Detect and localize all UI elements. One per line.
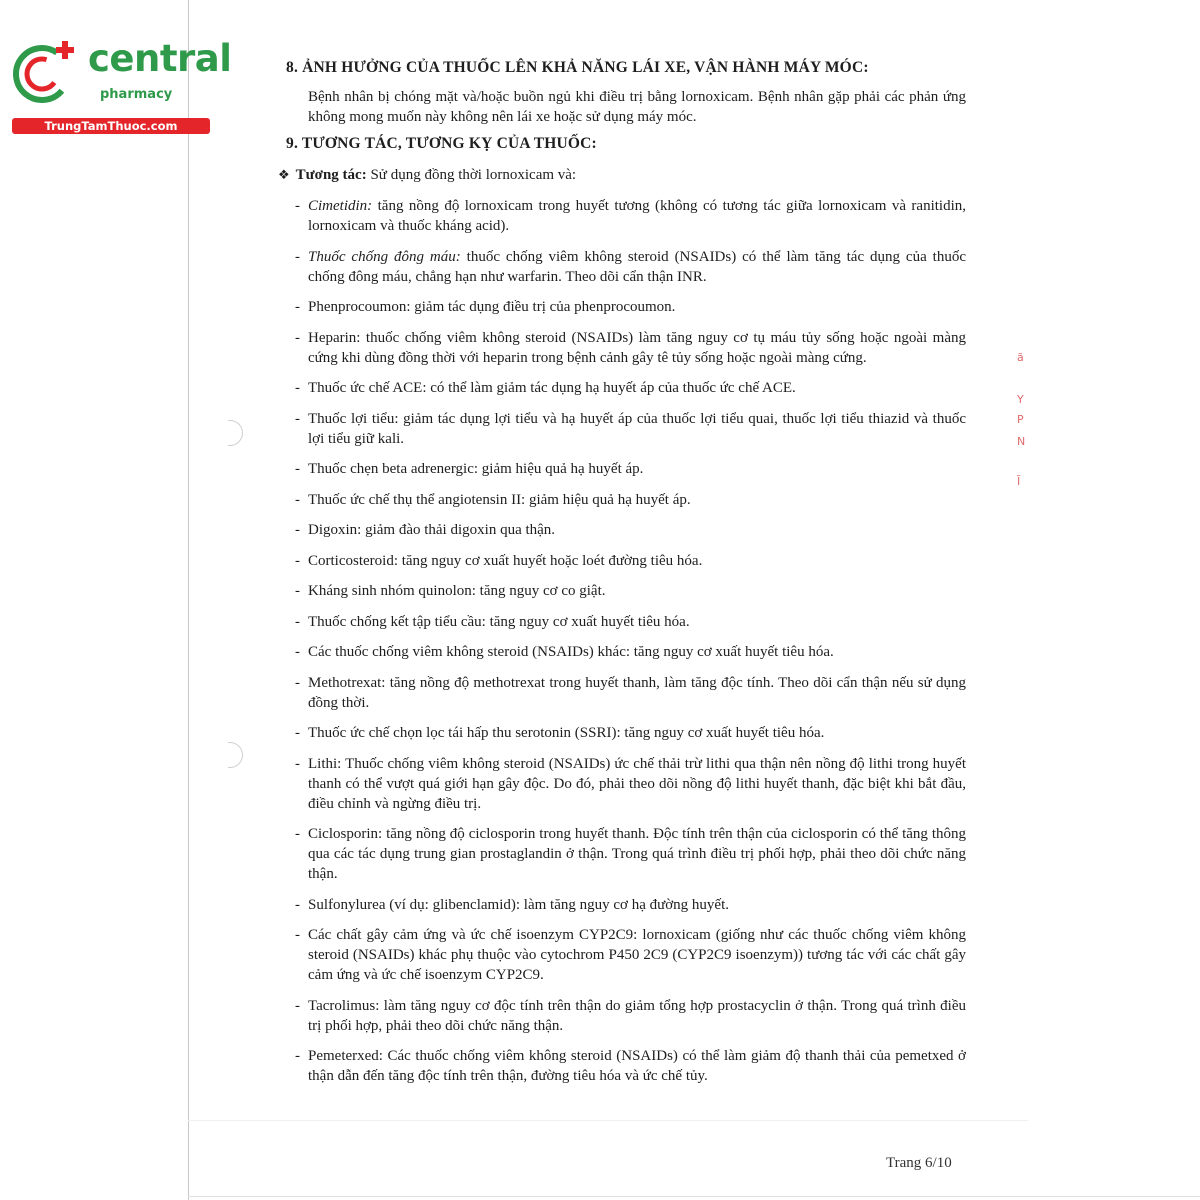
list-item: - Phenprocoumon: giảm tác dụng điều trị của phenprocoumon. (295, 299, 676, 315)
punch-hole-bottom (228, 742, 243, 768)
document-body (278, 58, 966, 1097)
list-item: - Thuốc ức chế ACE: có thể làm giảm tác dụng hạ huyết áp của thuốc ức chế ACE. (295, 380, 796, 396)
list-item: - Pemeterxed: Các thuốc chống viêm không steroid (NSAIDs) có thể làm giảm độ thanh thải của pemetxed ở thận dẫn đến tăng độc tính trên thận, đường tiêu hóa và ức chế tủy. (295, 1048, 966, 1084)
item-text: Kháng sinh nhóm quinolon: tăng nguy cơ co giật. (308, 583, 606, 599)
logo-website[interactable]: TrungTamThuoc.com (12, 118, 210, 134)
list-item: - Thuốc ức chế chọn lọc tái hấp thu serotonin (SSRI): tăng nguy cơ xuất huyết tiêu hóa. (295, 725, 825, 741)
item-text: thuốc chống viêm không steroid (NSAIDs) có thể làm tăng tác dụng của thuốc chống đông máu, chẳng hạn như warfarin. Theo dõi cẩn thận INR. (308, 248, 966, 285)
item-text: Sulfonylurea (ví dụ: glibenclamid): làm tăng nguy cơ hạ đường huyết. (308, 896, 729, 913)
item-text: Tacrolimus: làm tăng nguy cơ độc tính trên thận do giảm tổng hợp prostacyclin ở thận. Trong quá trình điều trị phối hợp, phải theo dõi chức năng thận. (308, 997, 966, 1034)
interactions-label: Tương tác: (295, 167, 367, 183)
list-item: - Cimetidin: tăng nồng độ lornoxicam trong huyết tương (không có tương tác giữa lornoxicam và ranitidin, lornoxicam và thuốc kháng acid). (295, 198, 966, 234)
item-text: Các chất gây cảm ứng và ức chế isoenzym CYP2C9: lornoxicam (giống như các thuốc chống viêm không steroid (NSAIDs) khác phụ thuộc vào cytochrom P450 2C9 (CYP2C9 isoenzym)) tương tác với các chất gây cảm ứng và ức chế isoenzym CYP2C9. (308, 927, 966, 983)
page-bottom-edge (188, 1196, 1200, 1197)
margin-mark: P (1017, 413, 1024, 426)
item-text: Thuốc lợi tiểu: giảm tác dụng lợi tiểu và hạ huyết áp của thuốc lợi tiểu quai, thuốc lợi tiểu thiazid và thuốc lợi tiểu giữ kali. (308, 410, 966, 447)
margin-mark: ã (1017, 351, 1024, 364)
item-text: Phenprocoumon: giảm tác dụng điều trị của phenprocoumon. (308, 299, 676, 315)
punch-hole-top (228, 420, 243, 446)
logo-brand-word: central (88, 37, 232, 80)
page-fold-line (188, 1120, 1028, 1121)
list-item: - Heparin: thuốc chống viêm không steroid (NSAIDs) làm tăng nguy cơ tụ máu tủy sống hoặc ngoài màng cứng khi dùng đồng thời với heparin trong bệnh cảnh gây tê tủy sống hoặc ngoài màng cứng. (295, 329, 966, 366)
list-item: - Lithi: Thuốc chống viêm không steroid (NSAIDs) ức chế thải trừ lithi qua thận nên nồng độ lithi trong huyết thanh có thể vượt quá giới hạn gây độc. Do đó, phải theo dõi nồng độ lithi huyết thanh, đặc biệt khi bắt đầu, điều chỉnh và ngừng điều trị. (295, 755, 966, 812)
margin-mark: Ĩ (1017, 475, 1021, 488)
logo-brand-sub: pharmacy (100, 87, 173, 102)
list-item: - Digoxin: giảm đào thải digoxin qua thận. (295, 522, 556, 538)
list-item: - Sulfonylurea (ví dụ: glibenclamid): làm tăng nguy cơ hạ đường huyết. (295, 896, 729, 913)
page-number: Trang 6/10 (886, 1155, 952, 1171)
list-item: - Thuốc lợi tiểu: giảm tác dụng lợi tiểu và hạ huyết áp của thuốc lợi tiểu quai, thuốc lợi tiểu thiazid và thuốc lợi tiểu giữ kali. (295, 410, 966, 447)
item-text: Thuốc chống kết tập tiểu cầu: tăng nguy cơ xuất huyết tiêu hóa. (308, 613, 690, 630)
item-text: Corticosteroid: tăng nguy cơ xuất huyết hoặc loét đường tiêu hóa. (308, 552, 703, 569)
margin-mark: N (1017, 435, 1026, 448)
margin-mark: Y (1017, 393, 1024, 406)
list-item: - Methotrexat: tăng nồng độ methotrexat trong huyết thanh, làm tăng độc tính. Theo dõi cẩn thận nếu sử dụng đồng thời. (295, 674, 966, 711)
central-pharmacy-logo[interactable] (12, 37, 232, 138)
item-text: tăng nồng độ lornoxicam trong huyết tương (không có tương tác giữa lornoxicam và ranitidin, lornoxicam và thuốc kháng acid). (308, 198, 966, 234)
item-text: Thuốc ức chế thụ thể angiotensin II: giảm hiệu quả hạ huyết áp. (308, 491, 691, 508)
list-item: - Thuốc ức chế thụ thể angiotensin II: giảm hiệu quả hạ huyết áp. (295, 491, 691, 508)
item-drug-name: Cimetidin: (308, 198, 373, 214)
list-item: - Các chất gây cảm ứng và ức chế isoenzym CYP2C9: lornoxicam (giống như các thuốc chống viêm không steroid (NSAIDs) khác phụ thuộc vào cytochrom P450 2C9 (CYP2C9 isoenzym)) tương tác với các chất gây cảm ứng và ức chế isoenzym CYP2C9. (295, 927, 966, 983)
list-item: - Tacrolimus: làm tăng nguy cơ độc tính trên thận do giảm tổng hợp prostacyclin ở thận. Trong quá trình điều trị phối hợp, phải theo dõi chức năng thận. (295, 997, 966, 1034)
list-item: - Thuốc chống đông máu: thuốc chống viêm không steroid (NSAIDs) có thể làm tăng tác dụng của thuốc chống đông máu, chẳng hạn như warfarin. Theo dõi cẩn thận INR. (295, 248, 966, 285)
item-text: Ciclosporin: tăng nồng độ ciclosporin trong huyết thanh. Độc tính trên thận của ciclosporin có thể tăng thông qua các tác dụng trung gian prostaglandin ở thận. Trong quá trình điều trị phối hợp, phải theo dõi chức năng thận. (308, 826, 966, 882)
interactions-bullet (278, 165, 966, 186)
section-9-heading: 9. TƯƠNG TÁC, TƯƠNG KỴ CỦA THUỐC: (286, 135, 597, 152)
list-item: - Ciclosporin: tăng nồng độ ciclosporin trong huyết thanh. Độc tính trên thận của ciclosporin có thể tăng thông qua các tác dụng trung gian prostaglandin ở thận. Trong quá trình điều trị phối hợp, phải theo dõi chức năng thận. (295, 826, 966, 882)
interactions-intro: Sử dụng đồng thời lornoxicam và: (370, 167, 577, 183)
section-8-paragraph: Bệnh nhân bị chóng mặt và/hoặc buồn ngủ khi điều trị bằng lornoxicam. Bệnh nhân gặp phải các phản ứng không mong muốn này không nên lái xe hoặc sử dụng máy móc. (308, 89, 966, 125)
list-item: - Các thuốc chống viêm không steroid (NSAIDs) khác: tăng nguy cơ xuất huyết tiêu hóa. (295, 644, 834, 660)
section-8-heading: 8. ẢNH HƯỞNG CỦA THUỐC LÊN KHẢ NĂNG LÁI XE, VẬN HÀNH MÁY MÓC: (286, 59, 869, 76)
page-left-edge (188, 0, 189, 1200)
item-text: Pemeterxed: Các thuốc chống viêm không steroid (NSAIDs) có thể làm giảm độ thanh thải của pemetxed ở thận dẫn đến tăng độc tính trên thận, đường tiêu hóa và ức chế tủy. (308, 1048, 966, 1084)
item-text: Digoxin: giảm đào thải digoxin qua thận. (308, 522, 556, 538)
list-item: - Kháng sinh nhóm quinolon: tăng nguy cơ co giật. (295, 583, 606, 599)
list-item: - Thuốc chẹn beta adrenergic: giảm hiệu quả hạ huyết áp. (295, 461, 644, 477)
item-drug-name: Thuốc chống đông máu: (308, 248, 461, 265)
list-item: - Corticosteroid: tăng nguy cơ xuất huyết hoặc loét đường tiêu hóa. (295, 552, 703, 569)
item-text: Methotrexat: tăng nồng độ methotrexat trong huyết thanh, làm tăng độc tính. Theo dõi cẩn thận nếu sử dụng đồng thời. (308, 674, 966, 711)
item-text: Lithi: Thuốc chống viêm không steroid (NSAIDs) ức chế thải trừ lithi qua thận nên nồng độ lithi trong huyết thanh có thể vượt quá giới hạn gây độc. Do đó, phải theo dõi nồng độ lithi huyết thanh, đặc biệt khi bắt đầu, điều chỉnh và ngừng điều trị. (308, 755, 966, 812)
list-item: - Thuốc chống kết tập tiểu cầu: tăng nguy cơ xuất huyết tiêu hóa. (295, 613, 690, 630)
item-text: Thuốc chẹn beta adrenergic: giảm hiệu quả hạ huyết áp. (308, 461, 644, 477)
interaction-list (286, 196, 966, 1086)
item-text: Heparin: thuốc chống viêm không steroid (NSAIDs) làm tăng nguy cơ tụ máu tủy sống hoặc ngoài màng cứng khi dùng đồng thời với heparin trong bệnh cảnh gây tê tủy sống hoặc ngoài màng cứng. (308, 329, 966, 366)
item-text: Thuốc ức chế ACE: có thể làm giảm tác dụng hạ huyết áp của thuốc ức chế ACE. (308, 380, 796, 396)
item-text: Thuốc ức chế chọn lọc tái hấp thu serotonin (SSRI): tăng nguy cơ xuất huyết tiêu hóa. (308, 725, 825, 741)
pharmacy-cross-icon (12, 38, 84, 110)
diamond-bullet-icon: ❖ (278, 168, 290, 183)
item-text: Các thuốc chống viêm không steroid (NSAIDs) khác: tăng nguy cơ xuất huyết tiêu hóa. (308, 644, 834, 660)
